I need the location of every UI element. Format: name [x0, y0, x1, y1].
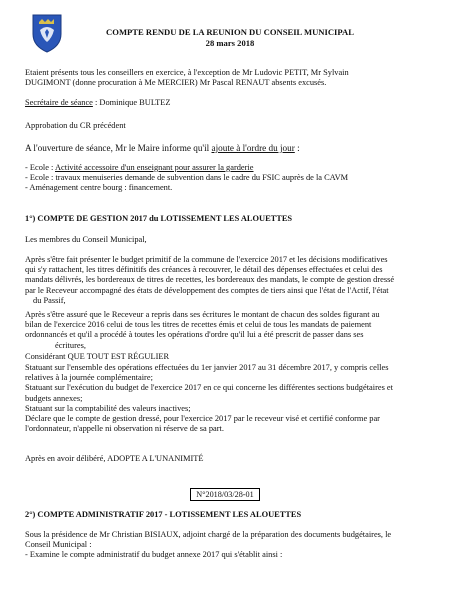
municipal-crest-icon: [30, 12, 64, 54]
agenda-list: [25, 163, 435, 194]
meeting-date: 28 mars 2018: [205, 38, 255, 48]
considering-line: Considérant QUE TOUT EST RÉGULIER: [25, 352, 170, 361]
members-line: Les membres du Conseil Municipal,: [25, 235, 147, 244]
paragraph-receiver-assurance: Après s'être assuré que le Receveur a repris dans ses écritures le montant de chacun des soldes figurant au bilan de l'exercice 2016 celui de tous les titres de recettes émis et celui de tous les mandats de paiement ordonnancés et qu'il a procédé à toutes les opérations d'ordre qu'il lui a été prescrit de passer dans ses écritures,: [25, 310, 380, 350]
section-1-title: 1°) COMPTE DE GESTION 2017 du LOTISSEMENT LES ALOUETTES: [25, 214, 293, 223]
secretary-line: Secrétaire de séance : Dominique BULTEZ: [25, 98, 171, 107]
opening-line: A l'ouverture de séance, Mr le Maire informe qu'il ajoute à l'ordre du jour :: [25, 143, 300, 153]
adoption-line: Après en avoir délibéré, ADOPTE A L'UNANIMITÉ: [25, 454, 204, 463]
attendance-paragraph: Etaient présents tous les conseillers en exercice, à l'exception de Mr Ludovic PETIT, Mr Sylvain DUGIMONT (donne procuration à Me MERCIER) Mr Pascal RENAUT absents excusés.: [25, 68, 349, 88]
deliberation-reference-box: N°2018/03/28-01: [190, 488, 260, 501]
list-item: - Aménagement centre bourg : financement.: [25, 183, 173, 193]
paragraph-budget-presentation: Après s'être fait présenter le budget primitif de la commune de l'exercice 2017 et les décisions modificatives qui s'y rattachent, les titres définitifs des créances à recouvrer, le détail des dépenses effectuées et celui des mandats délivrés, les bordereaux de titres de recettes, les bordereaux des mandats, le compte de gestion dressé par le Receveur accompagné des états de développement des comptes de tiers ainsi que l'état de l'Actif, l'état du Passif,: [25, 255, 395, 305]
section-2-title: 2°) COMPTE ADMINISTRATIF 2017 - LOTISSEMENT LES ALOUETTES: [25, 510, 302, 519]
approval-line: Approbation du CR précédent: [25, 121, 126, 130]
section-2-paragraph: Sous la présidence de Mr Christian BISIAUX, adjoint chargé de la préparation des documents budgétaires, le Conseil Municipal : - Examine le compte administratif du budget annexe 2017 qui s'établit ainsi :: [25, 530, 392, 560]
list-item: - Ecole : Activité accessoire d'un enseignant pour assurer la garderie: [25, 163, 254, 172]
list-item: - Ecole : travaux menuiseries demande de subvention dans le cadre du FSIC auprès de la CAVM: [25, 173, 349, 183]
document-title: COMPTE RENDU DE LA REUNION DU CONSEIL MUNICIPAL: [106, 27, 354, 37]
paragraph-ruling: Statuant sur l'ensemble des opérations effectuées du 1er janvier 2017 au 31 décembre 2017, y compris celles relatives à la journée complémentaire; Statuant sur l'exécution du budget de l'exercice 2017 en ce qui concerne les différentes sections budgétaires et budgets annexes; Statuant sur la comptabilité des valeurs inactives; Déclare que le compte de gestion dressé, pour l'exercice 2017 par le receveur visé et certifié conforme par l'ordonnateur, n'appelle ni observation ni réserve de sa part.: [25, 363, 393, 434]
